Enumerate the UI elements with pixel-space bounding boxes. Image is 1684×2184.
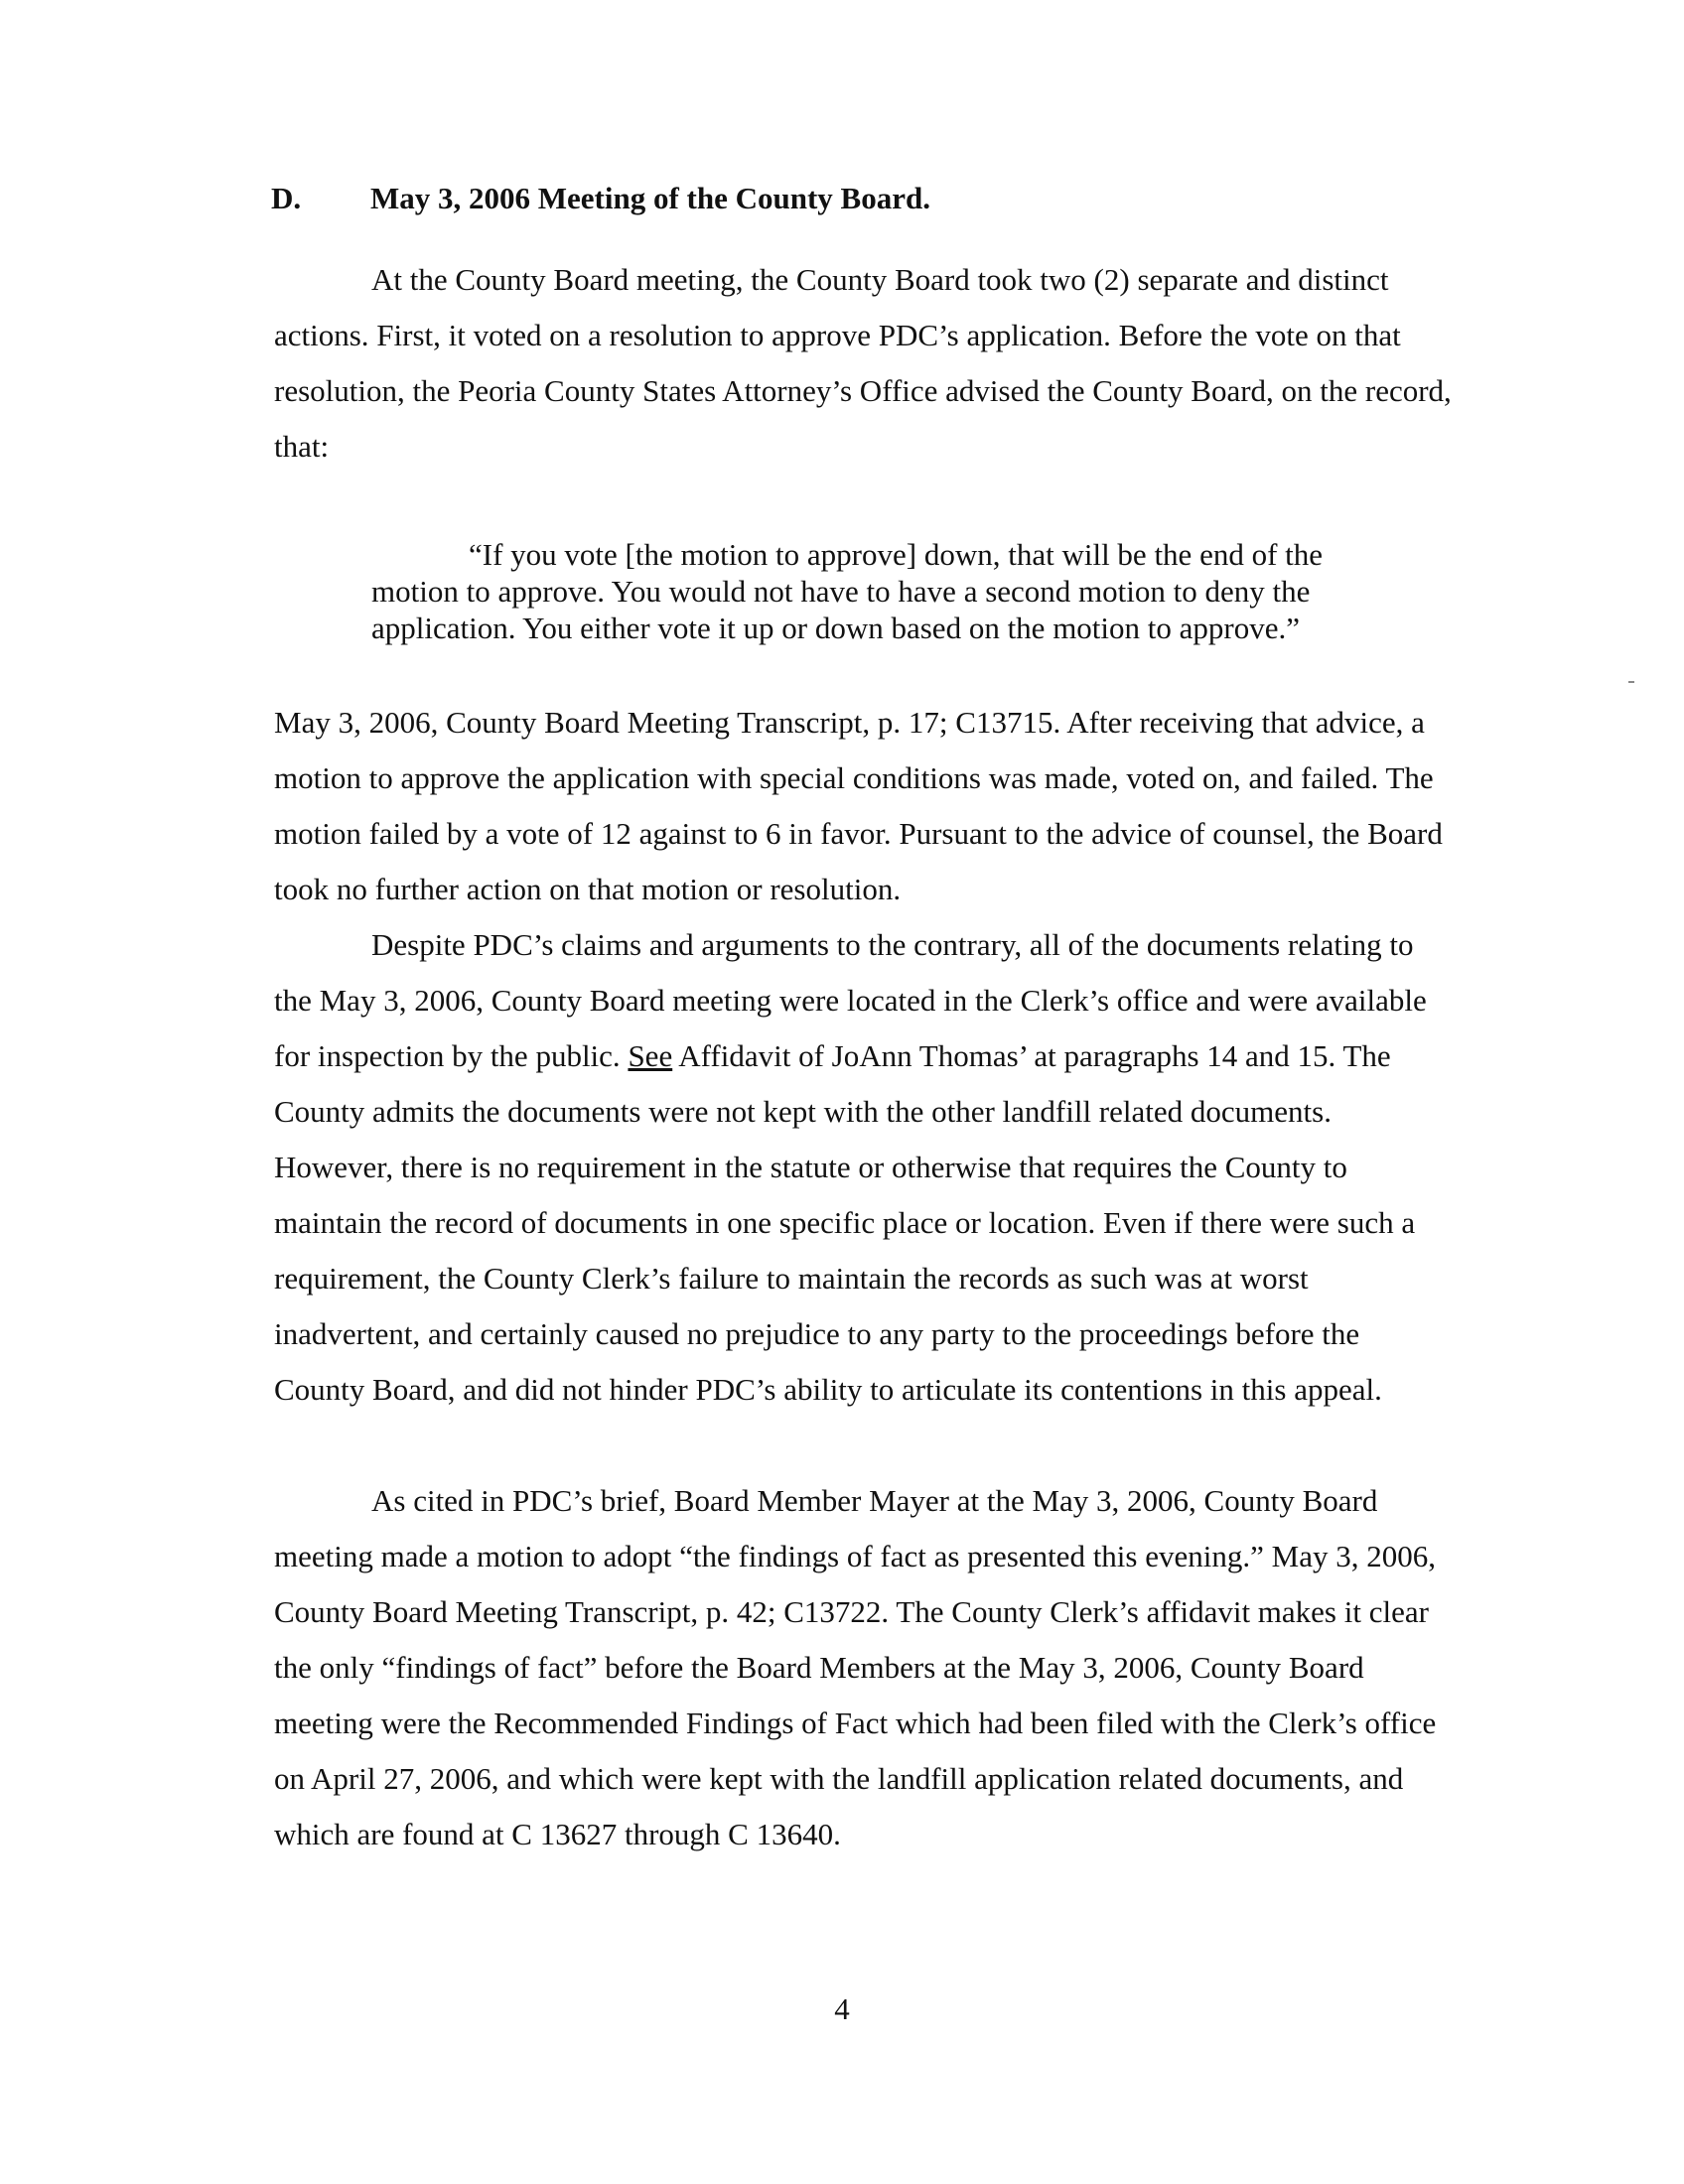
- section-letter: D.: [271, 181, 302, 215]
- paragraph-3-text: [274, 917, 1456, 1418]
- section-title: May 3, 2006 Meeting of the County Board.: [370, 181, 930, 215]
- paragraph-3-lead: Despite PDC’s claims and arguments to the contrary, all of the documents relating to the May 3, 2006, County Board meeting were located in the Clerk’s office and were available for inspection by the public.: [274, 927, 1427, 1073]
- paragraph-4: [274, 1473, 1456, 1862]
- paragraph-1: [274, 252, 1456, 475]
- paragraph-1-text: At the County Board meeting, the County Board took two (2) separate and distinct actions. First, it voted on a resolution to approve PDC’s application. Before the vote on that resolution, the Peoria County States Attorney’s Office advised the County Board, on the record, that:: [274, 262, 1452, 464]
- page-number: 4: [834, 1991, 850, 2026]
- scan-mark: [1628, 681, 1634, 683]
- paragraph-3-rest: Affidavit of JoAnn Thomas’ at paragraphs 14 and 15. The County admits the documents were not kept with the other landfill related documents. However, there is no requirement in the statute or otherwise that requires the County to maintain the record of documents in one specific place or location. Even if there were such a requirement, the County Clerk’s failure to maintain the records as such was at worst inadvertent, and certainly caused no prejudice to any party to the proceedings before the County Board, and did not hinder PDC’s ability to articulate its contentions in this appeal.: [274, 1038, 1416, 1407]
- section-heading: [271, 179, 930, 218]
- block-quote: “If you vote [the motion to approve] down, that will be the end of the motion to approve. You would not have to have a second motion to deny the application. You either vote it up or down based on the motion to approve.”: [371, 537, 1324, 645]
- paragraph-2-text: May 3, 2006, County Board Meeting Transcript, p. 17; C13715. After receiving that advice, a motion to approve the application with special conditions was made, voted on, and failed. The motion failed by a vote of 12 against to 6 in favor. Pursuant to the advice of counsel, the Board took no further action on that motion or resolution.: [274, 705, 1443, 906]
- see-signal: See: [628, 1038, 673, 1073]
- paragraph-3: [274, 917, 1456, 1418]
- paragraph-2: [274, 695, 1456, 917]
- paragraph-4-text: As cited in PDC’s brief, Board Member Mayer at the May 3, 2006, County Board meeting made a motion to adopt “the findings of fact as presented this evening.” May 3, 2006, County Board Meeting Transcript, p. 42; C13722. The County Clerk’s affidavit makes it clear the only “findings of fact” before the Board Members at the May 3, 2006, County Board meeting were the Recommended Findings of Fact which had been filed with the Clerk’s office on April 27, 2006, and which were kept with the landfill application related documents, and which are found at C 13627 through C 13640.: [274, 1483, 1437, 1851]
